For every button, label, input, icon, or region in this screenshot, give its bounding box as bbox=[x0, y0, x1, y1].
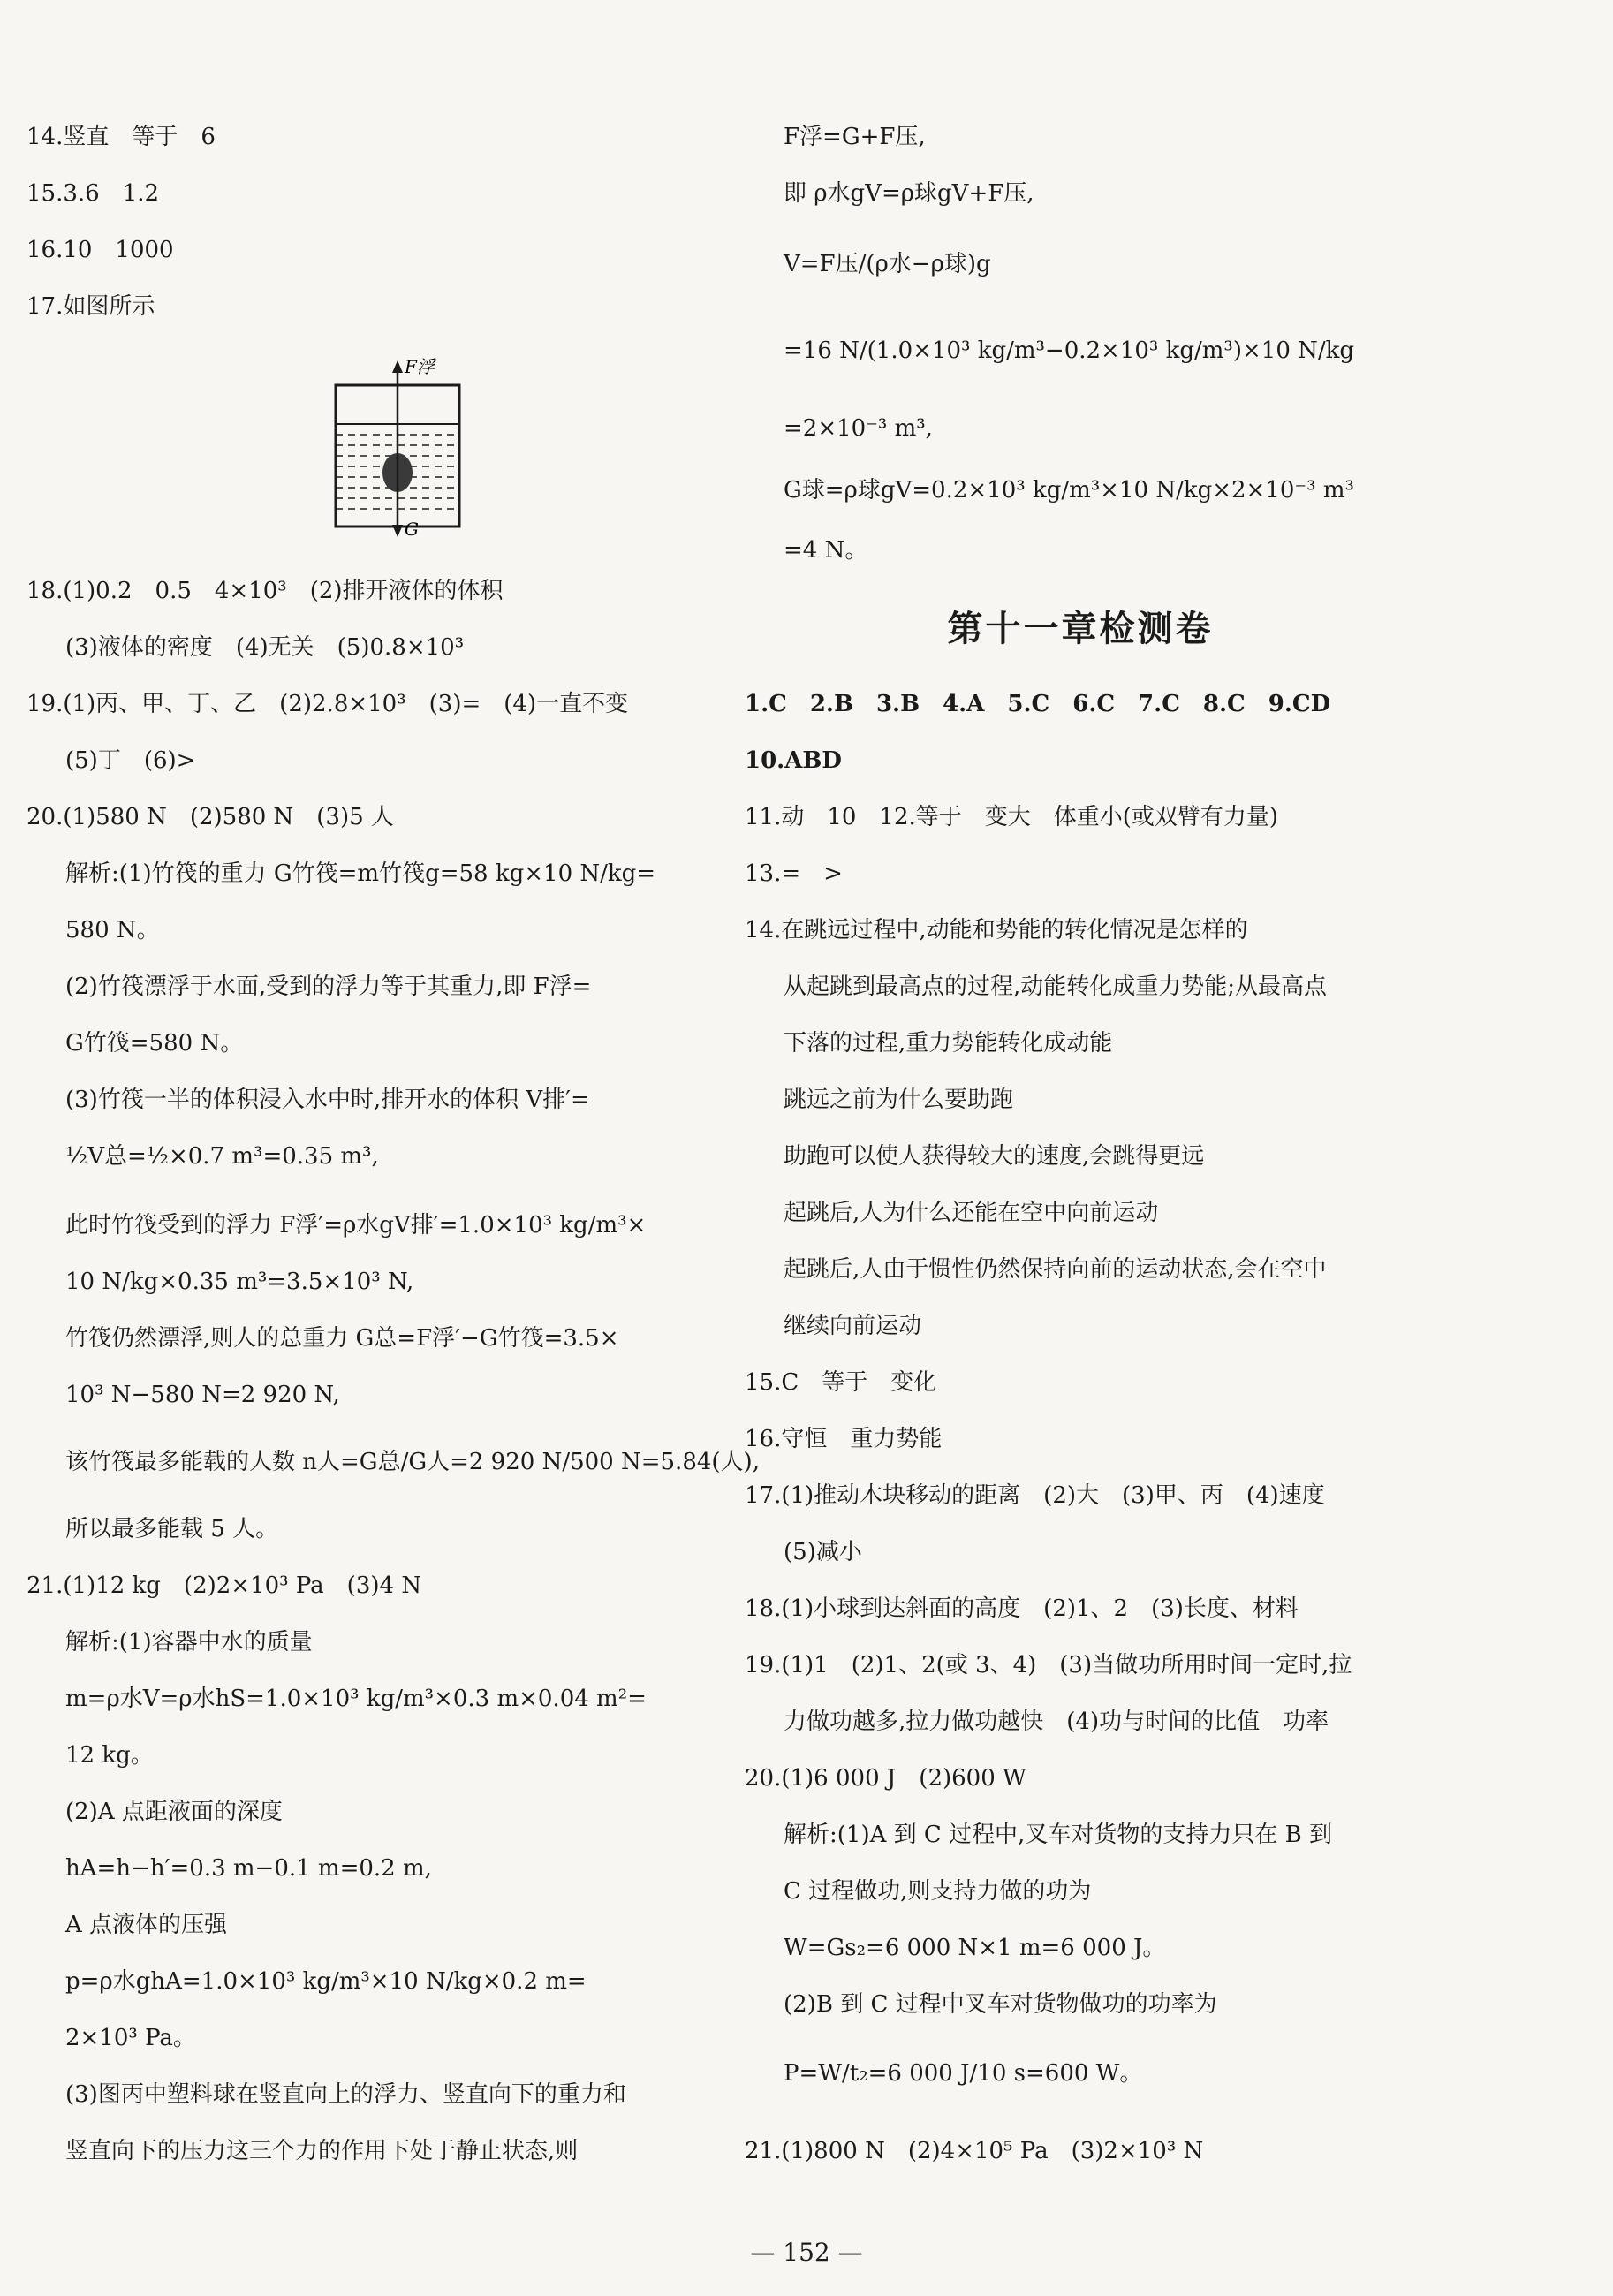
answer-line: 21.(1)12 kg (2)2×10³ Pa (3)4 N bbox=[27, 1572, 422, 1599]
beaker-force-diagram bbox=[309, 353, 486, 539]
answer-line: 14.在跳远过程中,动能和势能的转化情况是怎样的 bbox=[745, 917, 1248, 943]
answer-line: 10.ABD bbox=[745, 747, 842, 774]
answer-line: 15.C 等于 变化 bbox=[745, 1369, 937, 1396]
page-number: — 152 — bbox=[750, 2238, 863, 2267]
analysis-line: 所以最多能载 5 人。 bbox=[65, 1516, 279, 1542]
analysis-line: 10 N/kg×0.35 m³=3.5×10³ N, bbox=[65, 1269, 414, 1295]
answer-line: 起跳后,人为什么还能在空中向前运动 bbox=[784, 1200, 1159, 1226]
analysis-line: 解析:(1)容器中水的质量 bbox=[65, 1629, 313, 1656]
answer-line: 1.C 2.B 3.B 4.A 5.C 6.C 7.C 8.C 9.CD bbox=[745, 691, 1331, 717]
analysis-line: m=ρ水V=ρ水hS=1.0×10³ kg/m³×0.3 m×0.04 m²= bbox=[65, 1686, 647, 1712]
answer-line: 17.(1)推动木块移动的距离 (2)大 (3)甲、丙 (4)速度 bbox=[745, 1482, 1325, 1509]
answer-line: 19.(1)1 (2)1、2(或 3、4) (3)当做功所用时间一定时,拉 bbox=[745, 1652, 1352, 1678]
answer-line: 14.竖直 等于 6 bbox=[27, 124, 216, 150]
analysis-line: C 过程做功,则支持力做的功为 bbox=[784, 1878, 1092, 1905]
analysis-line: (3)图丙中塑料球在竖直向上的浮力、竖直向下的重力和 bbox=[65, 2081, 626, 2108]
analysis-line: 12 kg。 bbox=[65, 1742, 154, 1769]
analysis-line: 580 N。 bbox=[65, 917, 160, 943]
analysis-line: 解析:(1)A 到 C 过程中,叉车对货物的支持力只在 B 到 bbox=[784, 1822, 1332, 1848]
analysis-line: hA=h−h′=0.3 m−0.1 m=0.2 m, bbox=[65, 1855, 432, 1882]
answer-line: 11.动 10 12.等于 变大 体重小(或双臂有力量) bbox=[745, 804, 1279, 830]
analysis-line: (2)A 点距液面的深度 bbox=[65, 1799, 283, 1825]
analysis-line: A 点液体的压强 bbox=[65, 1912, 228, 1938]
analysis-line: 此时竹筏受到的浮力 F浮′=ρ水gV排′=1.0×10³ kg/m³× bbox=[65, 1212, 647, 1239]
analysis-line: G竹筏=580 N。 bbox=[65, 1030, 244, 1057]
analysis-line: 该竹筏最多能载的人数 n人=G总/G人=2 920 N/500 N=5.84(人), bbox=[65, 1449, 760, 1475]
label-gravity: G bbox=[405, 519, 419, 539]
analysis-line: 2×10³ Pa。 bbox=[65, 2025, 196, 2051]
answer-line: 下落的过程,重力势能转化成动能 bbox=[784, 1030, 1113, 1057]
analysis-line: (2)B 到 C 过程中叉车对货物做功的功率为 bbox=[784, 1991, 1217, 2018]
analysis-line: 解析:(1)竹筏的重力 G竹筏=m竹筏g=58 kg×10 N/kg= bbox=[65, 860, 656, 887]
label-buoyancy: F浮 bbox=[405, 356, 435, 377]
analysis-line: F浮=G+F压, bbox=[784, 124, 926, 150]
analysis-line: V=F压/(ρ水−ρ球)g bbox=[784, 251, 991, 277]
analysis-line: ½V总=½×0.7 m³=0.35 m³, bbox=[65, 1143, 379, 1170]
answer-line: 继续向前运动 bbox=[784, 1313, 922, 1339]
answer-line: 16.守恒 重力势能 bbox=[745, 1426, 943, 1452]
answer-line: (5)减小 bbox=[784, 1539, 862, 1565]
answer-line: 21.(1)800 N (2)4×10⁵ Pa (3)2×10³ N bbox=[745, 2138, 1204, 2164]
analysis-line: =4 N。 bbox=[784, 537, 868, 564]
answer-line: 16.10 1000 bbox=[27, 237, 174, 263]
answer-line: 19.(1)丙、甲、丁、乙 (2)2.8×10³ (3)= (4)一直不变 bbox=[27, 691, 629, 717]
answer-line: 18.(1)0.2 0.5 4×10³ (2)排开液体的体积 bbox=[27, 578, 504, 604]
analysis-line: 10³ N−580 N=2 920 N, bbox=[65, 1382, 340, 1408]
answer-line: 20.(1)580 N (2)580 N (3)5 人 bbox=[27, 804, 394, 830]
analysis-line: G球=ρ球gV=0.2×10³ kg/m³×10 N/kg×2×10⁻³ m³ bbox=[784, 477, 1354, 504]
analysis-line: p=ρ水ghA=1.0×10³ kg/m³×10 N/kg×0.2 m= bbox=[65, 1968, 587, 1995]
answer-line: 15.3.6 1.2 bbox=[27, 180, 160, 207]
answer-line: 18.(1)小球到达斜面的高度 (2)1、2 (3)长度、材料 bbox=[745, 1595, 1299, 1622]
analysis-line: W=Gs₂=6 000 N×1 m=6 000 J。 bbox=[784, 1935, 1166, 1961]
chapter-title: 第十一章检测卷 bbox=[947, 609, 1214, 649]
answer-line: 20.(1)6 000 J (2)600 W bbox=[745, 1765, 1026, 1792]
answer-line: 13.= > bbox=[745, 860, 843, 887]
analysis-line: 竖直向下的压力这三个力的作用下处于静止状态,则 bbox=[65, 2138, 579, 2164]
analysis-line: (3)竹筏一半的体积浸入水中时,排开水的体积 V排′= bbox=[65, 1087, 590, 1113]
answer-line: 起跳后,人由于惯性仍然保持向前的运动状态,会在空中 bbox=[784, 1256, 1327, 1283]
answer-line: 助跑可以使人获得较大的速度,会跳得更远 bbox=[784, 1143, 1205, 1170]
answer-line: (3)液体的密度 (4)无关 (5)0.8×10³ bbox=[65, 634, 465, 661]
analysis-line: 即 ρ水gV=ρ球gV+F压, bbox=[784, 180, 1034, 207]
analysis-line: =16 N/(1.0×10³ kg/m³−0.2×10³ kg/m³)×10 N/kg bbox=[784, 337, 1355, 364]
answer-line: 17.如图所示 bbox=[27, 293, 155, 320]
analysis-line: 竹筏仍然漂浮,则人的总重力 G总=F浮′−G竹筏=3.5× bbox=[65, 1325, 619, 1352]
analysis-line: =2×10⁻³ m³, bbox=[784, 415, 933, 442]
analysis-line: (2)竹筏漂浮于水面,受到的浮力等于其重力,即 F浮= bbox=[65, 974, 592, 1000]
answer-line: (5)丁 (6)> bbox=[65, 747, 196, 774]
answer-line: 跳远之前为什么要助跑 bbox=[784, 1087, 1014, 1113]
answer-line: 力做功越多,拉力做功越快 (4)功与时间的比值 功率 bbox=[784, 1709, 1329, 1735]
analysis-line: P=W/t₂=6 000 J/10 s=600 W。 bbox=[784, 2060, 1143, 2087]
answer-line: 从起跳到最高点的过程,动能转化成重力势能;从最高点 bbox=[784, 974, 1328, 1000]
